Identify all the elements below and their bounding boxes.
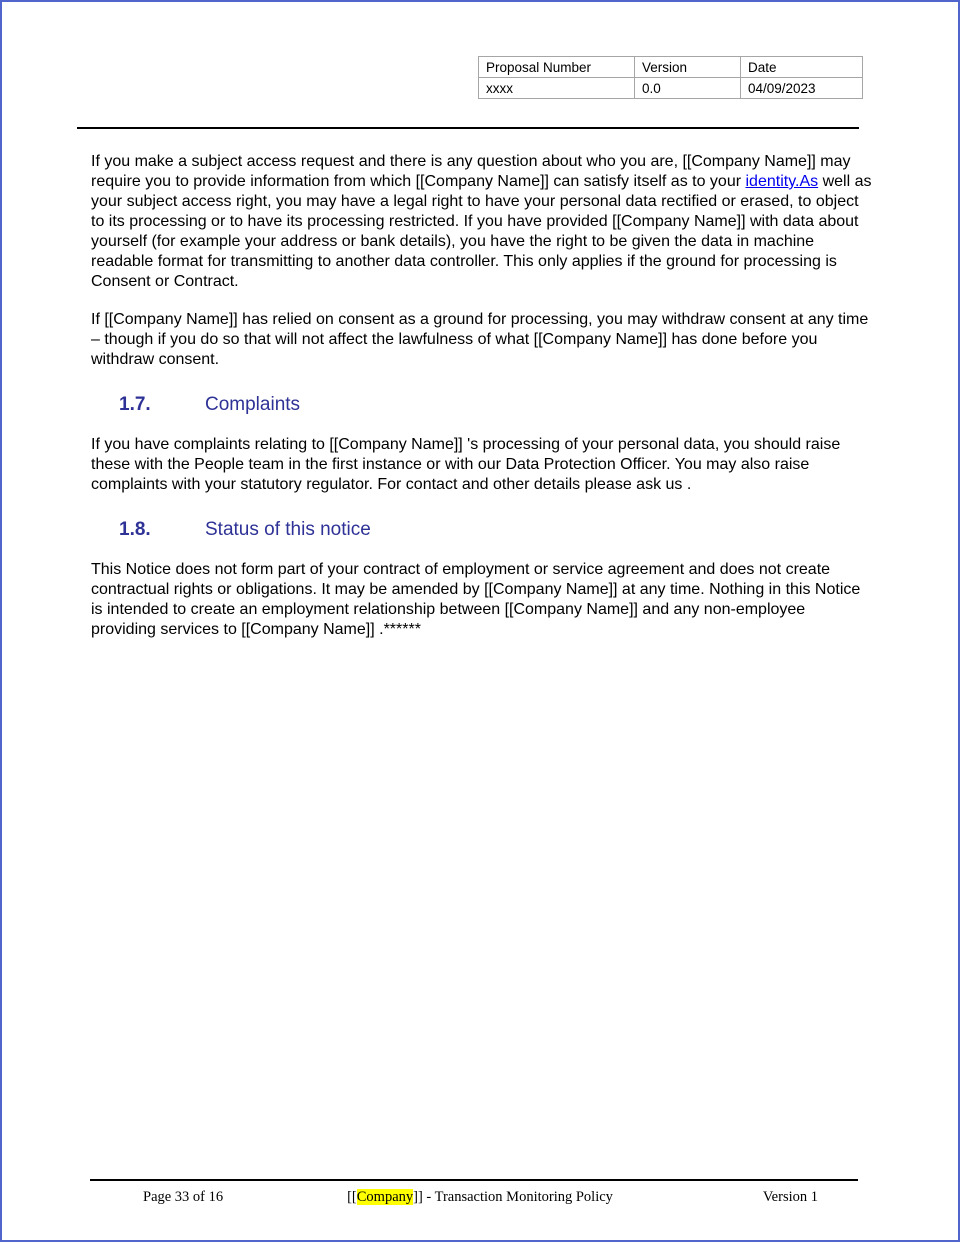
heading-title: Complaints <box>205 394 301 415</box>
proposal-number-header: Proposal Number <box>479 57 635 78</box>
title-suffix: ]] - Transaction Monitoring Policy <box>413 1189 613 1205</box>
identity-link[interactable]: identity.As <box>745 173 819 190</box>
paragraph-text: If you make a subject access request and there is any question about who you are, [[Company Name]] may require you to provide information from which [[Company Name]] can satisfy itself as to your <box>91 153 851 190</box>
company-highlight: Company <box>356 1189 414 1205</box>
version-header: Version <box>635 57 741 78</box>
body-paragraph-complaints: If you have complaints relating to [[Company Name]] 's processing of your personal data, you should raise these with the People team in the first instance or with our Data Protection Officer. You may also raise complaints with your statutory regulator. For contact and other details please ask us . <box>91 436 841 493</box>
title-prefix: [[ <box>347 1189 357 1205</box>
footer-divider <box>90 1179 858 1181</box>
heading-number: 1.7. <box>119 394 151 415</box>
header-divider <box>77 127 859 129</box>
document-body <box>91 152 874 658</box>
date-value: 04/09/2023 <box>741 78 863 99</box>
version-value: 0.0 <box>635 78 741 99</box>
section-heading-complaints <box>91 393 874 416</box>
footer-page-number: Page 33 of 16 <box>143 1189 224 1205</box>
body-paragraph-status: This Notice does not form part of your contract of employment or service agreement and does not create contractual rights or obligations. It may be amended by [[Company Name]] at any time. Nothing in this Notice is intended to create an employment relationship between [[Company Name]] and any non-employee providing services to [[Company Name]] .****** <box>91 561 861 638</box>
footer-version: Version 1 <box>762 1189 818 1205</box>
table-header-row <box>479 57 863 78</box>
heading-number: 1.8. <box>119 519 151 540</box>
date-header: Date <box>741 57 863 78</box>
page-footer <box>2 1187 958 1207</box>
proposal-info-table <box>478 56 863 99</box>
body-paragraph-consent: If [[Company Name]] has relied on consent as a ground for processing, you may withdraw consent at any time – though if you do so that will not affect the lawfulness of what [[Company Name]] has done before you withdraw consent. <box>91 311 869 368</box>
body-paragraph-subject-access <box>91 152 874 292</box>
heading-title: Status of this notice <box>205 519 371 540</box>
section-heading-status <box>91 518 874 541</box>
paragraph-text: well as your subject access right, you may have a legal right to have your personal data rectified or erased, to object to its processing or to have its processing restricted. If you have provided [[Company Name]] with data about yourself (for example your address or bank details), you have the right to be given the data in machine readable format for transmitting to another data controller. This only applies if the ground for processing is Consent or Contract. <box>91 173 872 290</box>
proposal-number-value: xxxx <box>479 78 635 99</box>
table-value-row <box>479 78 863 99</box>
